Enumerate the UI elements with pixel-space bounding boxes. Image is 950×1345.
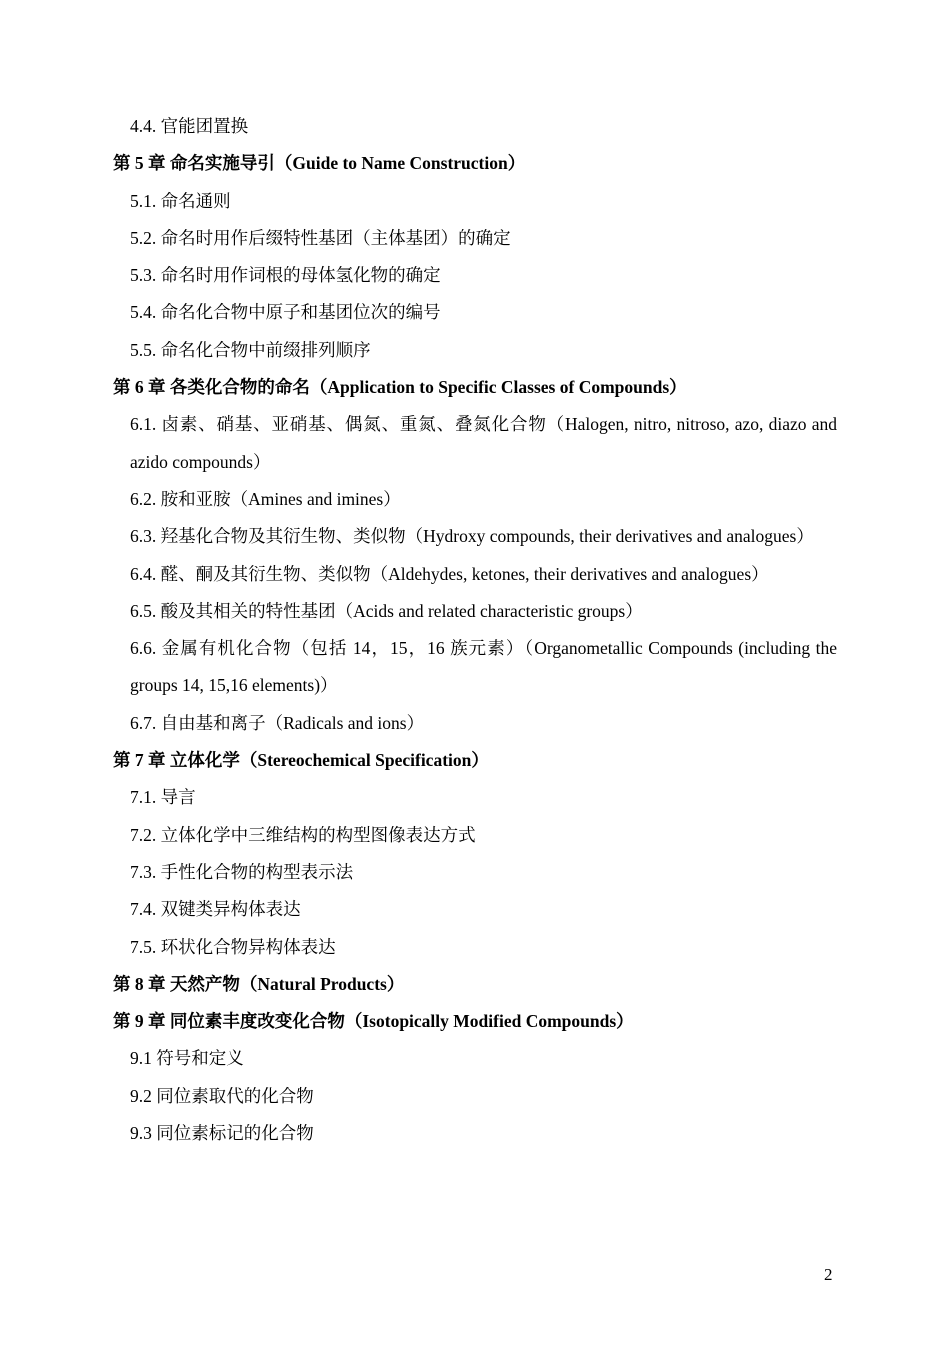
toc-section-7-3: 7.3. 手性化合物的构型表示法 bbox=[130, 861, 354, 882]
toc-section-6-5: 6.5. 酸及其相关的特性基团（Acids and related characteristic groups） bbox=[130, 600, 643, 621]
toc-section-9-2: 9.2 同位素取代的化合物 bbox=[130, 1085, 314, 1106]
toc-section-6-3: 6.3. 羟基化合物及其衍生物、类似物（Hydroxy compounds, their derivatives and analogues） bbox=[130, 526, 814, 547]
toc-section-5-2: 5.2. 命名时用作后缀特性基团（主体基团）的确定 bbox=[130, 227, 511, 248]
toc-section-9-1: 9.1 符号和定义 bbox=[130, 1048, 244, 1069]
toc-section-9-3: 9.3 同位素标记的化合物 bbox=[130, 1123, 314, 1144]
toc-section-7-2: 7.2. 立体化学中三维结构的构型图像表达方式 bbox=[130, 824, 476, 845]
toc-chapter-9: 第 9 章 同位素丰度改变化合物（Isotopically Modified Compounds） bbox=[113, 1011, 634, 1032]
toc-section-7-4: 7.4. 双键类异构体表达 bbox=[130, 899, 301, 920]
table-of-contents bbox=[113, 108, 837, 1152]
toc-section-7-1: 7.1. 导言 bbox=[130, 787, 196, 808]
toc-section-6-7: 6.7. 自由基和离子（Radicals and ions） bbox=[130, 712, 425, 733]
toc-section-7-5: 7.5. 环状化合物异构体表达 bbox=[130, 936, 336, 957]
toc-section-4-4: 4.4. 官能团置换 bbox=[130, 116, 249, 136]
toc-section-6-2: 6.2. 胺和亚胺（Amines and imines） bbox=[130, 488, 401, 509]
toc-chapter-5: 第 5 章 命名实施导引（Guide to Name Construction） bbox=[113, 153, 526, 174]
toc-section-5-3: 5.3. 命名时用作词根的母体氢化物的确定 bbox=[130, 265, 441, 286]
toc-section-6-4: 6.4. 醛、酮及其衍生物、类似物（Aldehydes, ketones, their derivatives and analogues） bbox=[130, 563, 769, 584]
toc-chapter-8: 第 8 章 天然产物（Natural Products） bbox=[113, 973, 405, 994]
toc-chapter-7: 第 7 章 立体化学（Stereochemical Specification） bbox=[113, 750, 489, 771]
toc-section-6-1: 6.1. 卤素、硝基、亚硝基、偶氮、重氮、叠氮化合物（Halogen, nitro, nitroso, azo, diazo and azido compounds） bbox=[130, 414, 837, 472]
toc-section-5-5: 5.5. 命名化合物中前缀排列顺序 bbox=[130, 339, 371, 360]
toc-chapter-6: 第 6 章 各类化合物的命名（Application to Specific Classes of Compounds） bbox=[113, 377, 687, 398]
toc-section-5-1: 5.1. 命名通则 bbox=[130, 190, 231, 211]
page-number: 2 bbox=[824, 1265, 833, 1284]
toc-section-6-6: 6.6. 金属有机化合物（包括 14，15，16 族元素）（Organometallic Compounds (including the groups 14, 15,16 elements)） bbox=[130, 638, 837, 696]
toc-section-5-4: 5.4. 命名化合物中原子和基团位次的编号 bbox=[130, 302, 441, 323]
